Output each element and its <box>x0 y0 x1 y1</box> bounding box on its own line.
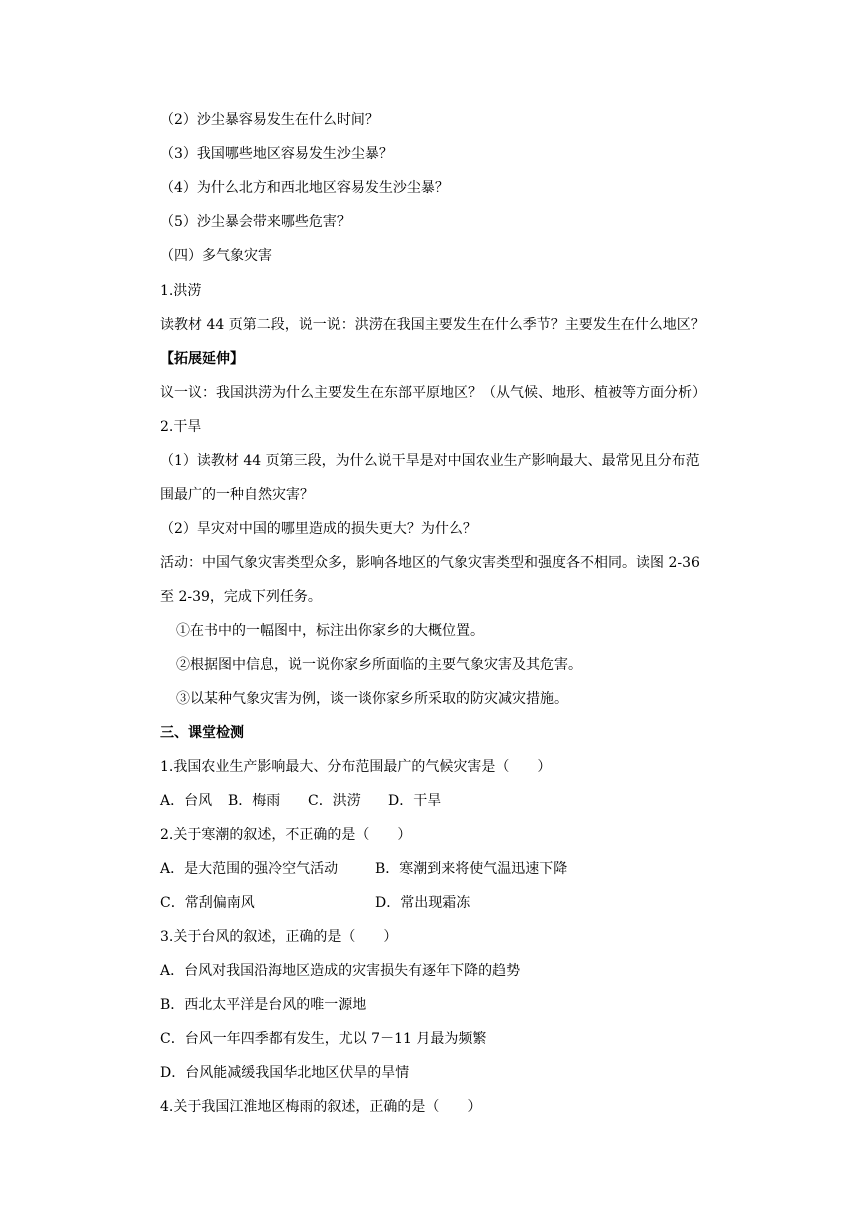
drought-question-1-line-2: 围最广的一种自然灾害？ <box>160 487 314 503</box>
extension-heading: 【拓展延伸】 <box>160 351 244 367</box>
discussion-prompt: 议一议：我国洪涝为什么主要发生在东部平原地区？（从气候、地形、植被等方面分析） <box>160 385 706 401</box>
flood-title: 1.洪涝 <box>160 283 202 299</box>
test-question-1-options <box>160 791 750 811</box>
test-question-3: 3.关于台风的叙述，正确的是（ ） <box>160 929 398 945</box>
test-question-2: 2.关于寒潮的叙述，不正确的是（ ） <box>160 827 412 843</box>
test-question-4: 4.关于我国江淮地区梅雨的叙述，正确的是（ ） <box>160 1099 482 1115</box>
option-a: A．是大范围的强冷空气活动 <box>160 861 339 877</box>
question-3: （3）我国哪些地区容易发生沙尘暴？ <box>160 146 393 162</box>
option-c: C．洪涝 <box>308 793 361 809</box>
test-question-3-option-b: B．西北太平洋是台风的唯一源地 <box>160 997 367 1013</box>
test-question-3-option-a: A．台风对我国沿海地区造成的灾害损失有逐年下降的趋势 <box>160 963 521 979</box>
question-4: （4）为什么北方和西北地区容易发生沙尘暴？ <box>160 180 449 196</box>
task-1: ①在书中的一幅图中，标注出你家乡的大概位置。 <box>176 623 484 639</box>
test-question-1: 1.我国农业生产影响最大、分布范围最广的气候灾害是（ ） <box>160 759 552 775</box>
activity-line-2: 至 2-39，完成下列任务。 <box>160 589 322 605</box>
flood-reading: 读教材 44 页第二段，说一说：洪涝在我国主要发生在什么季节？主要发生在什么地区？ <box>160 317 705 333</box>
option-d: D．常出现霜冻 <box>375 895 471 911</box>
test-question-2-options-row-2 <box>160 893 750 913</box>
question-2: （2）沙尘暴容易发生在什么时间？ <box>160 112 379 128</box>
drought-title: 2.干旱 <box>160 419 202 435</box>
task-2: ②根据图中信息，说一说你家乡所面临的主要气象灾害及其危害。 <box>176 657 582 673</box>
section-heading-3: 三、课堂检测 <box>160 725 244 741</box>
option-a: A．台风 <box>160 793 213 809</box>
option-d: D．干旱 <box>388 793 442 809</box>
drought-question-2: （2）旱灾对中国的哪里造成的损失更大？为什么？ <box>160 521 477 537</box>
drought-question-1-line-1: （1）读教材 44 页第三段，为什么说干旱是对中国农业生产影响最大、最常见且分布范 <box>160 453 700 469</box>
option-b: B．梅雨 <box>228 793 281 809</box>
test-question-3-option-d: D．台风能减缓我国华北地区伏旱的旱情 <box>160 1065 410 1081</box>
test-question-2-options-row-1 <box>160 859 750 879</box>
section-heading-4: （四）多气象灾害 <box>160 248 272 264</box>
question-5: （5）沙尘暴会带来哪些危害？ <box>160 214 351 230</box>
activity-line-1: 活动：中国气象灾害类型众多，影响各地区的气象灾害类型和强度各不相同。读图 2-36 <box>160 555 700 571</box>
option-b: B．寒潮到来将使气温迅速下降 <box>375 861 568 877</box>
option-c: C．常刮偏南风 <box>160 895 255 911</box>
test-question-3-option-c: C．台风一年四季都有发生，尤以 7－11 月最为频繁 <box>160 1031 487 1047</box>
task-3: ③以某种气象灾害为例，谈一谈你家乡所采取的防灾减灾措施。 <box>176 691 568 707</box>
